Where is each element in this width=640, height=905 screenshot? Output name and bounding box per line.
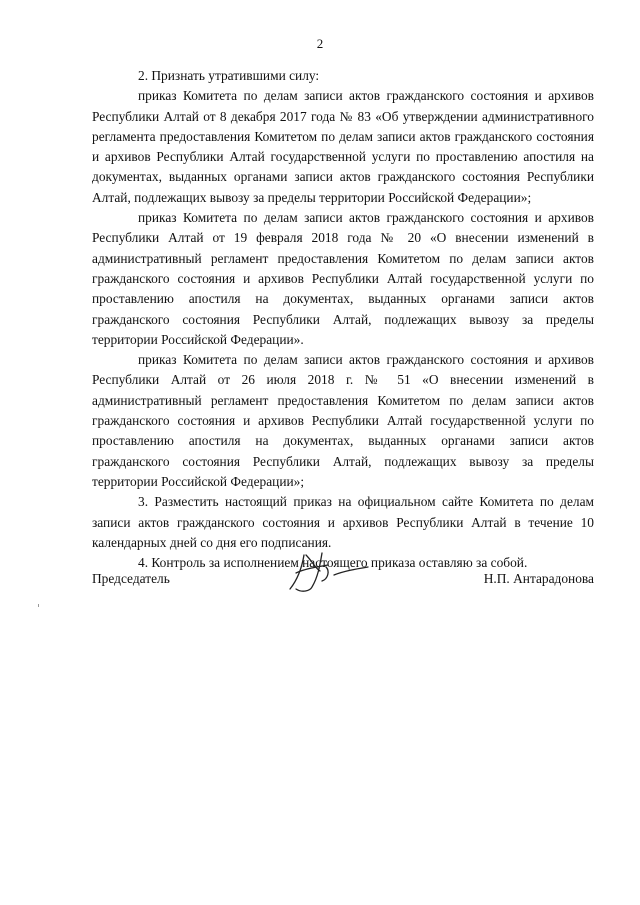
handwritten-signature [282, 549, 372, 595]
paragraph-item-4: 4. Контроль за исполнением настоящего приказа оставляю за собой. [138, 555, 528, 571]
paragraph-item-3: 3. Разместить настоящий приказ на официальном сайте Комитета по делам записи актов гражданского состояния и архивов Республики Алтай в течение 10 календарных дней со дня его подписания. [92, 494, 594, 550]
paragraph-order-83: приказ Комитета по делам записи актов гражданского состояния и архивов Республики Алтай от 8 декабря 2017 года № 83 «Об утверждении административного регламента предоставления Комитетом по делам записи актов гражданского состояния и архивов Республики Алтай государственной услуги по проставлению апостиля на документах, выданных органами записи актов гражданского состояния Республики Алтай, подлежащих вывозу за пределы территории Российской Федерации»; [92, 88, 594, 205]
signer-name: Н.П. Антарадонова [483, 571, 594, 586]
paragraph-order-51: приказ Комитета по делам записи актов гражданского состояния и архивов Республики Алтай от 26 июля 2018 г. № 51 «О внесении изменений в административный регламент предоставления Комитетом по делам записи актов гражданского состояния и архивов Республики Алтай государственной услуги по проставлению апостиля на документах, выданных органами записи актов гражданского состояния Республики Алтай, подлежащих вывозу за пределы территории Российской Федерации»; [92, 352, 594, 489]
page-number: 2 [316, 36, 324, 51]
signature-block [92, 563, 594, 603]
signer-title: Председатель [92, 571, 170, 586]
document-body [92, 66, 594, 573]
paragraph-order-20: приказ Комитета по делам записи актов гражданского состояния и архивов Республики Алтай от 19 февраля 2018 года № 20 «О внесении изменений в административный регламент предоставления Комитетом по делам записи актов гражданского состояния и архивов Республики Алтай государственной услуги по проставлению апостиля на документах, выданных органами записи актов гражданского состояния Республики Алтай, подлежащих вывозу за пределы территории Российской Федерации». [92, 210, 594, 347]
paragraph-item-2: 2. Признать утратившими силу: [138, 68, 320, 83]
margin-mark [38, 604, 39, 607]
